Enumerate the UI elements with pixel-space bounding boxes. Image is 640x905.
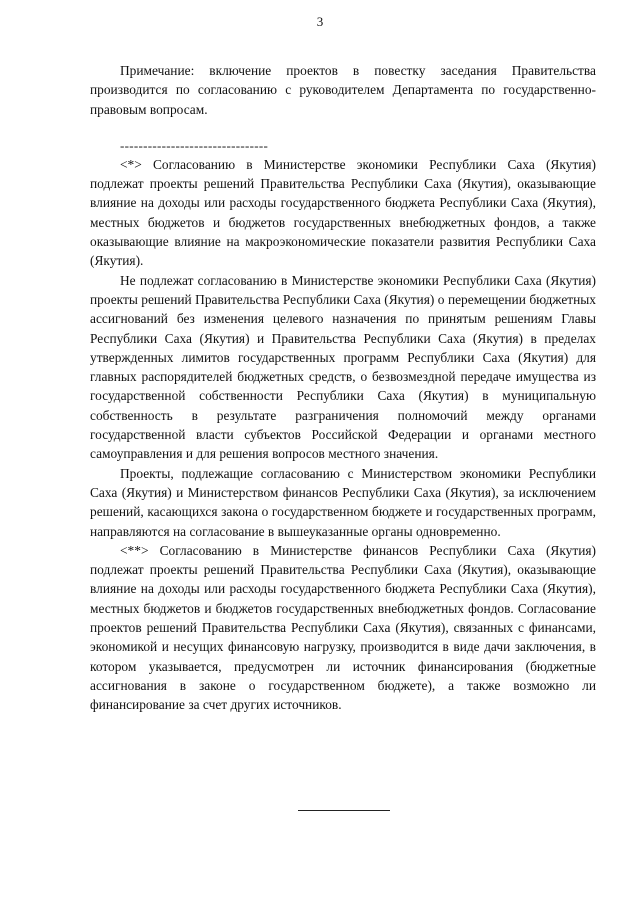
document-body (90, 61, 596, 715)
end-of-document-line (298, 810, 390, 811)
page-number: 3 (316, 14, 324, 29)
footnote-ministry-economy: <*> Согласованию в Министерстве экономики Республики Саха (Якутия) подлежат проекты решений Правительства Республики Саха (Якутия), оказывающие влияние на доходы или расходы государственного бюджета Республики Саха (Якутия), местных бюджетов и бюджетов государственных внебюджетных фондов, а также оказывающие влияние на макроэкономические показатели развития Республики Саха (Якутия). (90, 156, 596, 269)
footnote-economy-exceptions: Не подлежат согласованию в Министерстве экономики Республики Саха (Якутия) проекты решений Правительства Республики Саха (Якутия) о перемещении бюджетных ассигнований без изменения целевого назначения по принятым решениям Главы Республики Саха (Якутия) и Правительства Республики Саха (Якутия) в пределах утвержденных лимитов государственных программ Республики Саха (Якутия) для главных распорядителей бюджетных средств, о безвозмездной передаче имущества из государственной собственности Республики Саха (Якутия) в муниципальную собственность в результате разграничения полномочий между органами государственной власти субъектов Российской Федерации и органами местного самоуправления и для решения вопросов местного значения. (90, 272, 596, 462)
footnote-ministry-finance: <**> Согласованию в Министерстве финансов Республики Саха (Якутия) подлежат проекты решений Правительства Республики Саха (Якутия), оказывающие влияние на доходы или расходы государственного бюджета Республики Саха (Якутия), местных бюджетов и бюджетов государственных внебюджетных фондов. Согласование проектов решений Правительства Республики Саха (Якутия), связанных с финансами, экономикой и несущих финансовую нагрузку, производится в виде дачи заключения, в котором указывается, предусмотрен ли источник финансирования (бюджетные ассигнования в законе о государственном бюджете), а также возможно ли финансирование за счет других источников. (90, 542, 596, 713)
note-paragraph: Примечание: включение проектов в повестку заседания Правительства производится по согласованию с руководителем Департамента по государственно-правовым вопросам. (90, 63, 596, 117)
footnote-joint-approval: Проекты, подлежащие согласованию с Министерством экономики Республики Саха (Якутия) и Министерством финансов Республики Саха (Якутия), за исключением решений, касающихся закона о государственном бюджете и государственных программ, направляются на согласование в вышеуказанные органы одновременно. (90, 465, 596, 539)
footnote-separator: -------------------------------- (120, 137, 269, 153)
